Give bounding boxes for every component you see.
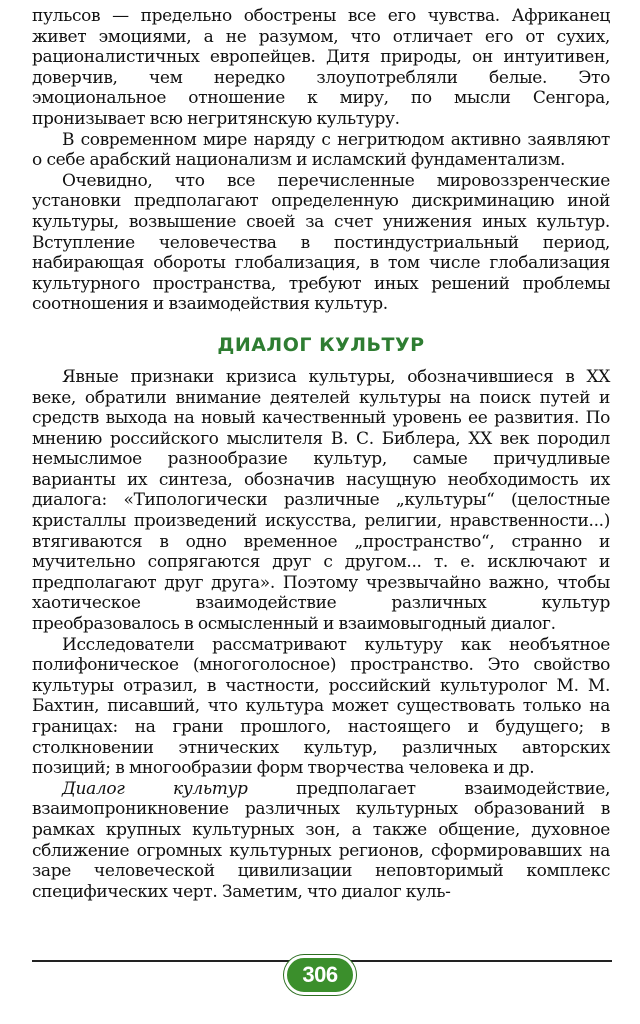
page-number-badge — [284, 955, 356, 995]
paragraph-dialogue-definition — [32, 779, 610, 903]
paragraph-nationalism: В современном мире наряду с негритюдом активно заявляют о себе арабский национализм и исламский фундаментализм. — [32, 129, 610, 171]
page-number: 306 — [302, 962, 338, 987]
page-body — [32, 6, 610, 902]
section-title: ДИАЛОГ КУЛЬТУР — [217, 333, 425, 356]
paragraph-dialogue-text: предполагает взаимодействие, взаимопроникновение различных культурных образований в рамках крупных культурных зон, а также общение, духовное сближение огромных культурных регионов, сформировавших на заре человеческой цивилизации неповторимый комплекс специфических черт. Заметим, что диалог куль- — [32, 778, 610, 902]
paragraph-bakhtin: Исследователи рассматривают культуру как необъятное полифоническое (многоголосное) пространство. Это свойство культуры отразил, в частности, российский культуролог М. М. Бахтин, писавший, что культура может существовать только на границах: на грани прошлого, настоящего и будущего; в столкновении этнических культур, различных авторских позиций; в многообразии форм творчества человека и др. — [32, 634, 610, 779]
paragraph-globalization: Очевидно, что все перечисленные мировоззренческие установки предполагают определенную дискриминацию иной культуры, возвышение своей за счет унижения иных культур. Вступление человечества в постиндустриальный период, набирающая обороты глобализация, в том числе глобализация культурного пространства, требуют иных решений проблемы соотношения и взаимодействия культур. — [32, 170, 610, 315]
paragraph-senghor: пульсов — предельно обострены все его чувства. Африканец живет эмоциями, а не разумом, что отличает его от сухих, рационалистичных европейцев. Дитя природы, он интуитивен, доверчив, чем нередко злоупотребляли белые. Это эмоциональное отношение к миру, по мысли Сенгора, пронизывает всю негритянскую культуру. — [32, 6, 610, 129]
paragraph-bibler: Явные признаки кризиса культуры, обозначившиеся в XX веке, обратили внимание деятелей культуры на поиск путей и средств выхода на новый качественный уровень ее развития. По мнению российского мыслителя В. С. Библера, XX век породил немыслимое разнообразие культур, самые причудливые варианты их синтеза, обозначив насущную необходимость их диалога: «Типологически различные „культуры“ (целостные кристаллы произведений искусства, религии, нравственности...) втягиваются в одно временное „пространство“, странно и мучительно сопрягаются друг с другом... т. е. исключают и предполагают друг друга». Поэтому чрезвычайно важно, чтобы хаотическое взаимодействие различных культур преобразовалось в осмысленный и взаимовыгодный диалог. — [32, 366, 610, 635]
term-dialogue-of-cultures: Диалог культур — [62, 778, 248, 799]
